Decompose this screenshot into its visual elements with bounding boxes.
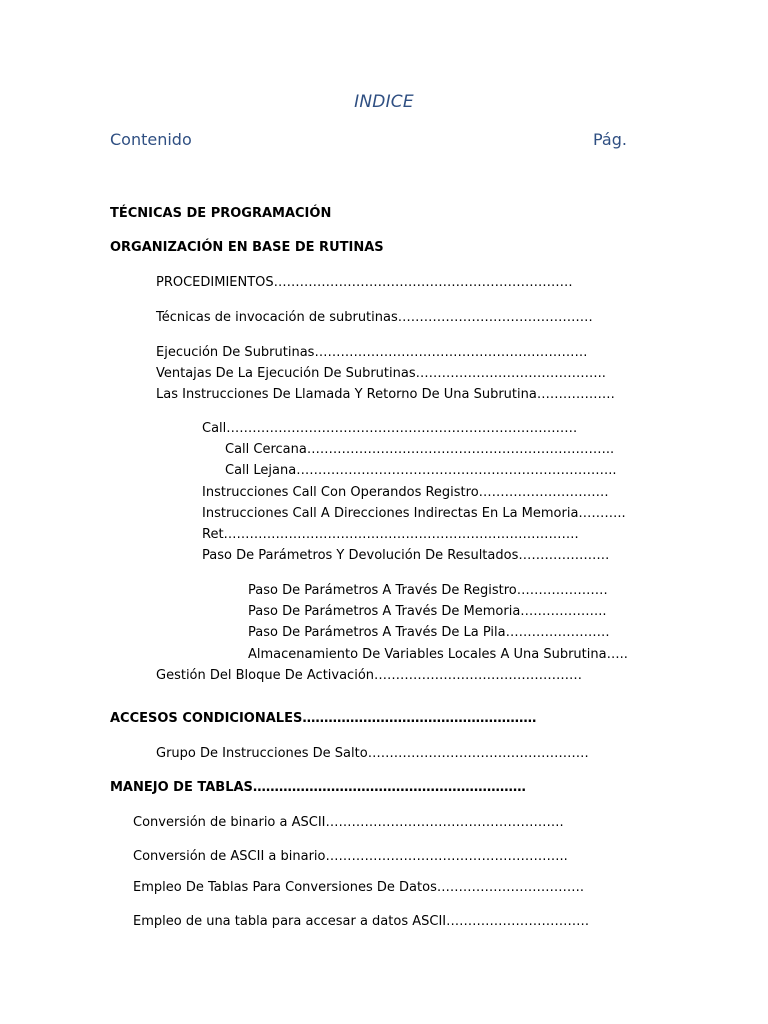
toc-entry: Call Cercana…………………………………………………………….. [225, 442, 615, 457]
toc-entry: Paso De Parámetros A Través De Registro………………… [248, 583, 608, 598]
toc-entry: Técnicas de invocación de subrutinas……………………………………… [156, 310, 593, 325]
toc-heading: ACCESOS CONDICIONALES……………………………………………… [110, 711, 537, 726]
toc-entry: Paso De Parámetros A Través De Memoria……………….. [248, 604, 607, 619]
toc-entry: Conversión de ASCII a binario……………………………………………….. [133, 849, 568, 864]
toc-entry: Call……………………………………………………………………… [202, 421, 578, 436]
toc-entry: Call Lejana……………………………………………………………….. [225, 463, 617, 478]
toc-entry: Grupo De Instrucciones De Salto…………………………………………… [156, 746, 589, 761]
toc-heading: MANEJO DE TABLAS……………………………………………………… [110, 780, 526, 795]
toc-entry: PROCEDIMIENTOS…………………………………………………………… [156, 275, 573, 290]
toc-entry: Paso De Parámetros Y Devolución De Resultados………………… [202, 548, 610, 563]
toc-entry: Empleo de una tabla para accesar a datos ASCII…………………………… [133, 914, 590, 929]
toc-entry: Conversión de binario a ASCII………………………………………………. [133, 815, 564, 830]
toc-entry: Ventajas De La Ejecución De Subrutinas…………………………………….. [156, 366, 606, 381]
index-title: INDICE [354, 92, 414, 112]
page-label: Pág. [593, 130, 627, 149]
toc-entry: Paso De Parámetros A Través De La Pila…………………… [248, 625, 610, 640]
toc-entry: Instrucciones Call Con Operandos Registro………………………… [202, 485, 609, 500]
toc-entry: Ret………………………………………………………………………. [202, 527, 579, 542]
toc-entry: Instrucciones Call A Direcciones Indirectas En La Memoria……….. [202, 506, 626, 521]
toc-heading: TÉCNICAS DE PROGRAMACIÓN [110, 206, 332, 221]
toc-entry: Empleo De Tablas Para Conversiones De Datos……………………………. [133, 880, 584, 895]
toc-entry: Gestión Del Bloque De Activación………………………………………… [156, 668, 583, 683]
toc-entry: Almacenamiento De Variables Locales A Una Subrutina….. [248, 647, 628, 662]
contents-label: Contenido [110, 130, 192, 149]
toc-entry: Ejecución De Subrutinas……………………………………………………… [156, 345, 588, 360]
toc-heading: ORGANIZACIÓN EN BASE DE RUTINAS [110, 240, 384, 255]
toc-entry: Las Instrucciones De Llamada Y Retorno De Una Subrutina……………… [156, 387, 615, 402]
